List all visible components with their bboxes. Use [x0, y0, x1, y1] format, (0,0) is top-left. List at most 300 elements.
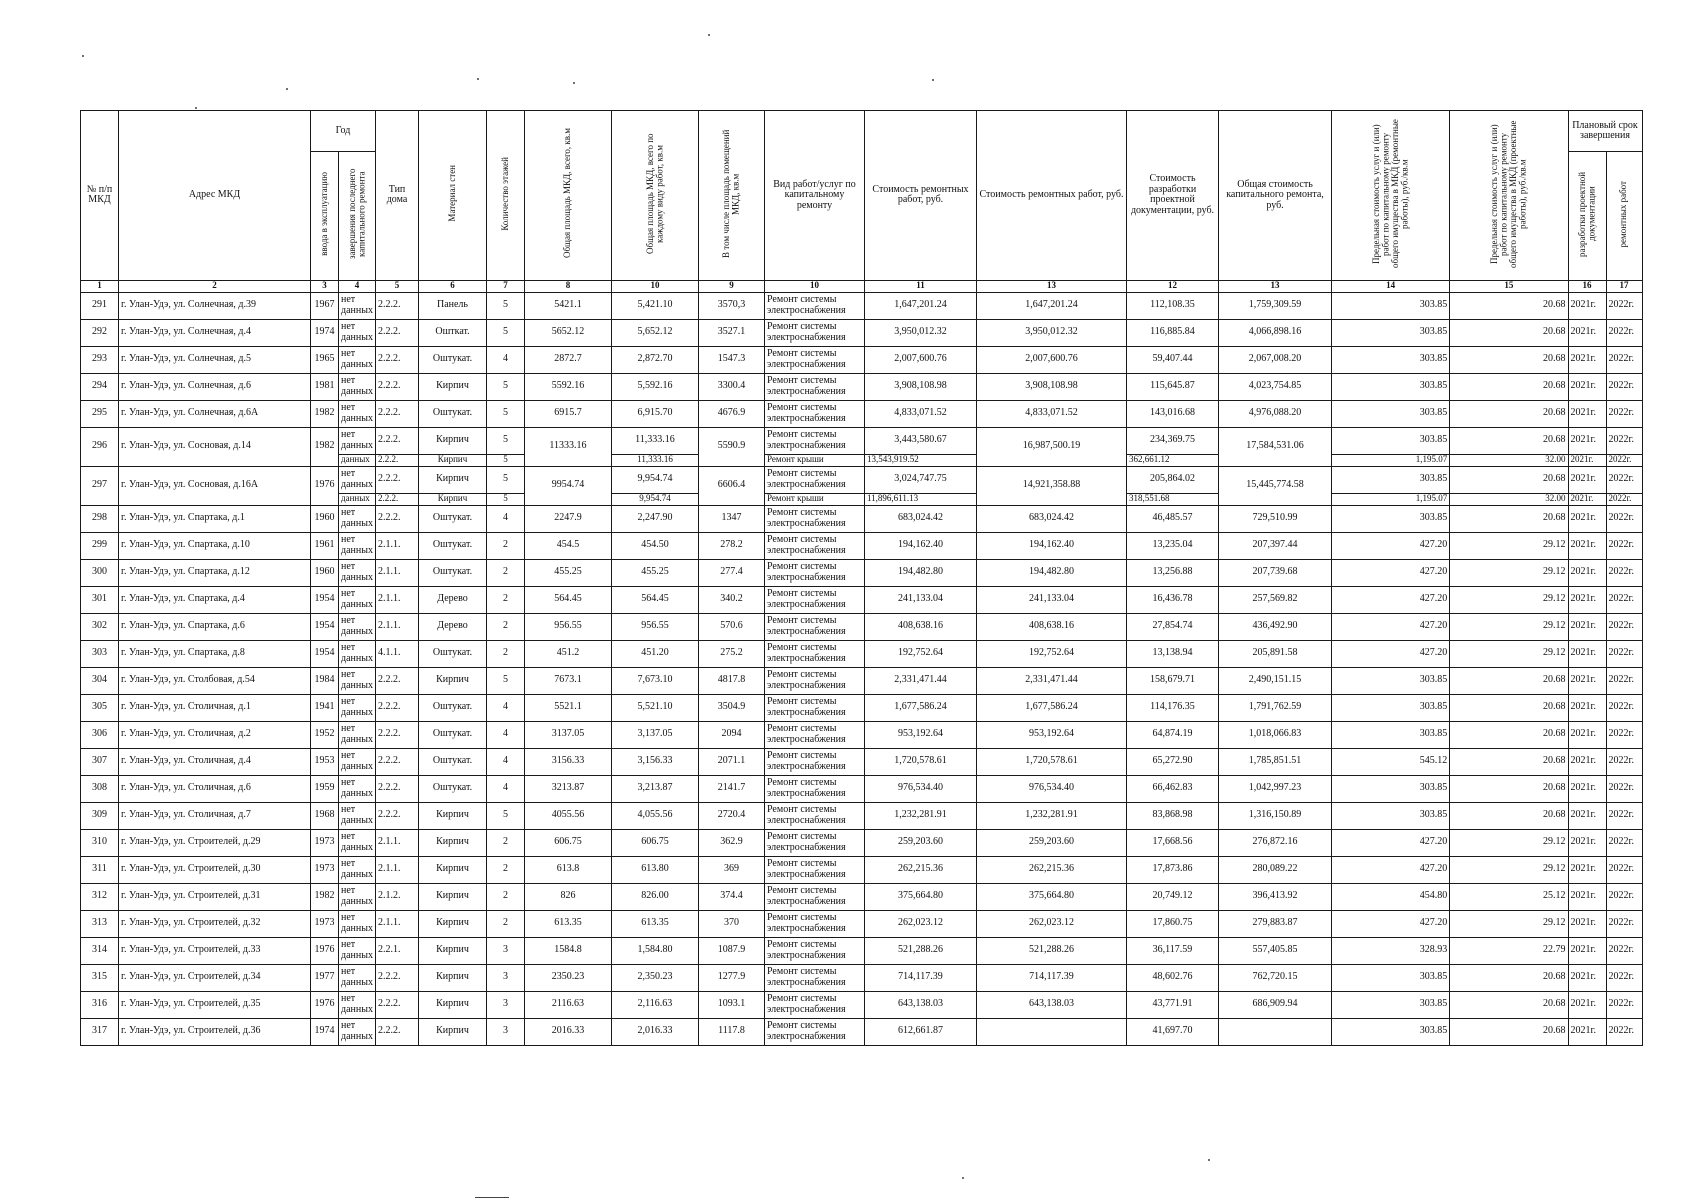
- row-number: 312: [81, 883, 119, 910]
- row-wall-material: Оштукат.: [419, 559, 487, 586]
- row-work-type: Ремонт системы электроснабжения: [765, 721, 865, 748]
- row-year-last-repair: нет данных: [339, 586, 376, 613]
- repair-register-table: [80, 110, 1643, 1046]
- scan-speck: [1208, 1159, 1210, 1161]
- row-limit-cost-design: 20.68: [1450, 964, 1568, 991]
- row-total-area: 613.35: [525, 910, 612, 937]
- row-design-cost: 318,551.68: [1127, 493, 1219, 505]
- row-house-type: 2.2.2.: [376, 991, 419, 1018]
- table-row: [81, 532, 1643, 559]
- row-area-by-work: 11,333.16: [612, 454, 699, 466]
- row-design-cost: 66,462.83: [1127, 775, 1219, 802]
- row-premises-area: 374.4: [699, 883, 765, 910]
- row-number: 304: [81, 667, 119, 694]
- row-deadline-design: 2021г.: [1568, 454, 1606, 466]
- row-year-last-repair: нет данных: [339, 883, 376, 910]
- row-total-area: 5592.16: [525, 373, 612, 400]
- row-address: г. Улан-Удэ, ул. Строителей, д.30: [119, 856, 311, 883]
- row-house-type: 2.2.2.: [376, 400, 419, 427]
- row-total-area: 1584.8: [525, 937, 612, 964]
- row-limit-cost-design: 25.12: [1450, 883, 1568, 910]
- row-area-by-work: 2,247.90: [612, 505, 699, 532]
- row-house-type: 2.1.1.: [376, 559, 419, 586]
- row-work-type: Ремонт системы электроснабжения: [765, 640, 865, 667]
- table-row: [81, 991, 1643, 1018]
- row-repair-cost: 1,677,586.24: [977, 694, 1127, 721]
- row-year-last-repair: данных: [339, 493, 376, 505]
- row-total-cost: 257,569.82: [1219, 586, 1332, 613]
- row-repair-cost-works: 262,215.36: [865, 856, 977, 883]
- row-number: 310: [81, 829, 119, 856]
- row-limit-cost-design: 20.68: [1450, 991, 1568, 1018]
- row-limit-cost-design: 20.68: [1450, 400, 1568, 427]
- column-number: 15: [1450, 280, 1568, 292]
- row-year-commission: 1981: [311, 373, 339, 400]
- row-number: 292: [81, 319, 119, 346]
- row-repair-cost-works: 3,908,108.98: [865, 373, 977, 400]
- row-total-area: 3137.05: [525, 721, 612, 748]
- column-number: 16: [1568, 280, 1606, 292]
- row-work-type: Ремонт системы электроснабжения: [765, 991, 865, 1018]
- row-address: г. Улан-Удэ, ул. Столичная, д.1: [119, 694, 311, 721]
- header-wall-material: Материал стен: [419, 111, 487, 281]
- row-year-last-repair: нет данных: [339, 721, 376, 748]
- row-total-cost: 4,023,754.85: [1219, 373, 1332, 400]
- row-limit-cost-repair: 427.20: [1332, 559, 1450, 586]
- row-total-area: 2016.33: [525, 1018, 612, 1045]
- row-premises-area: 3504.9: [699, 694, 765, 721]
- row-design-cost: 205,864.02: [1127, 466, 1219, 493]
- row-design-cost: 59,407.44: [1127, 346, 1219, 373]
- row-repair-cost: 1,232,281.91: [977, 802, 1127, 829]
- row-repair-cost: 1,647,201.24: [977, 292, 1127, 319]
- row-limit-cost-design: 20.68: [1450, 694, 1568, 721]
- row-limit-cost-design: 20.68: [1450, 802, 1568, 829]
- table-row: [81, 937, 1643, 964]
- row-limit-cost-design: 20.68: [1450, 667, 1568, 694]
- row-area-by-work: 613.80: [612, 856, 699, 883]
- scan-speck: [932, 79, 934, 81]
- row-deadline-design: 2021г.: [1568, 721, 1606, 748]
- row-number: 295: [81, 400, 119, 427]
- row-floors: 5: [487, 319, 525, 346]
- row-year-last-repair: нет данных: [339, 292, 376, 319]
- row-year-last-repair: нет данных: [339, 466, 376, 493]
- row-year-last-repair: нет данных: [339, 694, 376, 721]
- row-year-last-repair: нет данных: [339, 667, 376, 694]
- column-number: 11: [865, 280, 977, 292]
- row-repair-cost: 3,950,012.32: [977, 319, 1127, 346]
- row-repair-cost-works: 11,896,611.13: [865, 493, 977, 505]
- row-wall-material: Кирпич: [419, 829, 487, 856]
- row-total-cost: 1,316,150.89: [1219, 802, 1332, 829]
- scan-mark: [475, 1197, 509, 1198]
- row-number: 314: [81, 937, 119, 964]
- row-year-last-repair: нет данных: [339, 964, 376, 991]
- row-deadline-design: 2021г.: [1568, 559, 1606, 586]
- row-work-type: Ремонт системы электроснабжения: [765, 856, 865, 883]
- row-area-by-work: 3,213.87: [612, 775, 699, 802]
- row-house-type: 2.2.2.: [376, 346, 419, 373]
- row-design-cost: 20,749.12: [1127, 883, 1219, 910]
- row-repair-cost-works: 375,664.80: [865, 883, 977, 910]
- row-repair-cost-works: 262,023.12: [865, 910, 977, 937]
- row-deadline-repair: 2022г.: [1606, 694, 1642, 721]
- row-total-area: 613.8: [525, 856, 612, 883]
- row-design-cost: 83,868.98: [1127, 802, 1219, 829]
- row-address: г. Улан-Удэ, ул. Сосновая, д.14: [119, 427, 311, 466]
- row-number: 298: [81, 505, 119, 532]
- row-deadline-design: 2021г.: [1568, 466, 1606, 493]
- row-wall-material: Кирпич: [419, 802, 487, 829]
- row-repair-cost: 2,331,471.44: [977, 667, 1127, 694]
- row-deadline-repair: 2022г.: [1606, 292, 1642, 319]
- row-limit-cost-design: 32.00: [1450, 493, 1568, 505]
- row-design-cost: 43,771.91: [1127, 991, 1219, 1018]
- row-number: 308: [81, 775, 119, 802]
- row-address: г. Улан-Удэ, ул. Строителей, д.32: [119, 910, 311, 937]
- row-address: г. Улан-Удэ, ул. Солнечная, д.6А: [119, 400, 311, 427]
- row-premises-area: 362.9: [699, 829, 765, 856]
- row-premises-area: 2141.7: [699, 775, 765, 802]
- row-premises-area: 275.2: [699, 640, 765, 667]
- row-deadline-design: 2021г.: [1568, 991, 1606, 1018]
- row-house-type: 2.2.2.: [376, 427, 419, 454]
- row-area-by-work: 9,954.74: [612, 493, 699, 505]
- row-repair-cost: 14,921,358.88: [977, 466, 1127, 505]
- row-address: г. Улан-Удэ, ул. Строителей, д.29: [119, 829, 311, 856]
- row-work-type: Ремонт системы электроснабжения: [765, 1018, 865, 1045]
- row-wall-material: Кирпич: [419, 1018, 487, 1045]
- row-design-cost: 17,860.75: [1127, 910, 1219, 937]
- row-repair-cost: 262,023.12: [977, 910, 1127, 937]
- row-deadline-design: 2021г.: [1568, 667, 1606, 694]
- row-repair-cost-works: 194,482.80: [865, 559, 977, 586]
- header-address: Адрес МКД: [119, 111, 311, 281]
- row-year-last-repair: данных: [339, 454, 376, 466]
- row-limit-cost-design: 20.68: [1450, 775, 1568, 802]
- row-premises-area: 277.4: [699, 559, 765, 586]
- row-deadline-repair: 2022г.: [1606, 991, 1642, 1018]
- row-repair-cost-works: 3,950,012.32: [865, 319, 977, 346]
- row-total-cost: 207,739.68: [1219, 559, 1332, 586]
- row-limit-cost-design: 20.68: [1450, 319, 1568, 346]
- row-house-type: 2.2.2.: [376, 292, 419, 319]
- row-address: г. Улан-Удэ, ул. Солнечная, д.4: [119, 319, 311, 346]
- table-row: [81, 427, 1643, 454]
- scan-speck: [962, 1177, 964, 1179]
- row-floors: 5: [487, 454, 525, 466]
- row-wall-material: Оштукат.: [419, 532, 487, 559]
- header-limit-cost-design: Предельная стоимость услуг и (или) работ по капитальному ремонту общего имущества в МКД (проектные работы), руб./кв.м: [1450, 111, 1568, 281]
- row-design-cost: 158,679.71: [1127, 667, 1219, 694]
- row-limit-cost-design: 20.68: [1450, 721, 1568, 748]
- row-deadline-repair: 2022г.: [1606, 319, 1642, 346]
- row-year-commission: 1960: [311, 505, 339, 532]
- row-total-cost: 436,492.90: [1219, 613, 1332, 640]
- row-total-cost: 1,042,997.23: [1219, 775, 1332, 802]
- row-house-type: 2.2.2.: [376, 964, 419, 991]
- row-work-type: Ремонт системы электроснабжения: [765, 667, 865, 694]
- row-total-area: 455.25: [525, 559, 612, 586]
- scan-speck: [195, 107, 197, 109]
- row-total-area: 4055.56: [525, 802, 612, 829]
- row-repair-cost-works: 408,638.16: [865, 613, 977, 640]
- row-number: 306: [81, 721, 119, 748]
- row-number: 299: [81, 532, 119, 559]
- row-house-type: 2.2.2.: [376, 493, 419, 505]
- row-year-commission: 1974: [311, 1018, 339, 1045]
- row-floors: 5: [487, 427, 525, 454]
- table-row: [81, 466, 1643, 493]
- row-wall-material: Ошткат.: [419, 319, 487, 346]
- row-deadline-repair: 2022г.: [1606, 856, 1642, 883]
- row-deadline-repair: 2022г.: [1606, 667, 1642, 694]
- row-deadline-repair: 2022г.: [1606, 721, 1642, 748]
- row-repair-cost: 521,288.26: [977, 937, 1127, 964]
- row-year-commission: 1965: [311, 346, 339, 373]
- row-limit-cost-repair: 303.85: [1332, 319, 1450, 346]
- row-repair-cost: 683,024.42: [977, 505, 1127, 532]
- row-wall-material: Оштукат.: [419, 721, 487, 748]
- row-floors: 3: [487, 964, 525, 991]
- column-number: 3: [311, 280, 339, 292]
- row-address: г. Улан-Удэ, ул. Спартака, д.8: [119, 640, 311, 667]
- row-deadline-design: 2021г.: [1568, 937, 1606, 964]
- row-year-last-repair: нет данных: [339, 373, 376, 400]
- row-limit-cost-design: 29.12: [1450, 910, 1568, 937]
- row-deadline-design: 2021г.: [1568, 640, 1606, 667]
- column-number: 17: [1606, 280, 1642, 292]
- row-limit-cost-design: 29.12: [1450, 856, 1568, 883]
- row-floors: 2: [487, 559, 525, 586]
- row-floors: 2: [487, 856, 525, 883]
- row-limit-cost-repair: 303.85: [1332, 721, 1450, 748]
- row-limit-cost-repair: 303.85: [1332, 775, 1450, 802]
- table-row: [81, 721, 1643, 748]
- row-address: г. Улан-Удэ, ул. Столичная, д.2: [119, 721, 311, 748]
- header-year-commission: ввода в эксплуатацию: [311, 152, 339, 281]
- row-limit-cost-repair: 303.85: [1332, 991, 1450, 1018]
- row-wall-material: Кирпич: [419, 964, 487, 991]
- row-wall-material: Оштукат.: [419, 640, 487, 667]
- row-deadline-design: 2021г.: [1568, 802, 1606, 829]
- row-area-by-work: 3,137.05: [612, 721, 699, 748]
- row-limit-cost-design: 20.68: [1450, 748, 1568, 775]
- row-total-cost: 17,584,531.06: [1219, 427, 1332, 466]
- row-limit-cost-repair: 427.20: [1332, 532, 1450, 559]
- row-repair-cost: 953,192.64: [977, 721, 1127, 748]
- row-area-by-work: 9,954.74: [612, 466, 699, 493]
- row-work-type: Ремонт системы электроснабжения: [765, 802, 865, 829]
- row-premises-area: 370: [699, 910, 765, 937]
- row-limit-cost-repair: 303.85: [1332, 292, 1450, 319]
- row-deadline-repair: 2022г.: [1606, 586, 1642, 613]
- row-deadline-design: 2021г.: [1568, 292, 1606, 319]
- row-premises-area: 369: [699, 856, 765, 883]
- row-number: 296: [81, 427, 119, 466]
- row-address: г. Улан-Удэ, ул. Строителей, д.31: [119, 883, 311, 910]
- row-work-type: Ремонт системы электроснабжения: [765, 400, 865, 427]
- row-design-cost: 13,235.04: [1127, 532, 1219, 559]
- row-address: г. Улан-Удэ, ул. Спартака, д.12: [119, 559, 311, 586]
- row-repair-cost-works: 1,232,281.91: [865, 802, 977, 829]
- row-floors: 2: [487, 640, 525, 667]
- header-work-type: Вид работ/услуг по капитальному ремонту: [765, 111, 865, 281]
- row-design-cost: 64,874.19: [1127, 721, 1219, 748]
- row-house-type: 2.1.1.: [376, 586, 419, 613]
- table-row: [81, 667, 1643, 694]
- row-year-last-repair: нет данных: [339, 400, 376, 427]
- row-area-by-work: 5,421.10: [612, 292, 699, 319]
- row-year-commission: 1952: [311, 721, 339, 748]
- row-house-type: 2.2.2.: [376, 802, 419, 829]
- header-floors: Количество этажей: [487, 111, 525, 281]
- row-year-commission: 1977: [311, 964, 339, 991]
- row-total-area: 454.5: [525, 532, 612, 559]
- row-number: 303: [81, 640, 119, 667]
- row-floors: 5: [487, 373, 525, 400]
- row-deadline-design: 2021г.: [1568, 493, 1606, 505]
- row-limit-cost-design: 29.12: [1450, 640, 1568, 667]
- row-year-commission: 1982: [311, 427, 339, 466]
- row-address: г. Улан-Удэ, ул. Спартака, д.10: [119, 532, 311, 559]
- row-area-by-work: 2,350.23: [612, 964, 699, 991]
- row-design-cost: 46,485.57: [1127, 505, 1219, 532]
- row-premises-area: 278.2: [699, 532, 765, 559]
- row-limit-cost-design: 22.79: [1450, 937, 1568, 964]
- row-area-by-work: 5,652.12: [612, 319, 699, 346]
- row-repair-cost-works: 2,331,471.44: [865, 667, 977, 694]
- row-wall-material: Кирпич: [419, 466, 487, 493]
- row-limit-cost-repair: 1,195.07: [1332, 454, 1450, 466]
- row-premises-area: 2094: [699, 721, 765, 748]
- row-deadline-design: 2021г.: [1568, 748, 1606, 775]
- row-deadline-repair: 2022г.: [1606, 346, 1642, 373]
- row-area-by-work: 613.35: [612, 910, 699, 937]
- row-repair-cost: 375,664.80: [977, 883, 1127, 910]
- row-wall-material: Дерево: [419, 613, 487, 640]
- row-area-by-work: 564.45: [612, 586, 699, 613]
- row-total-area: 826: [525, 883, 612, 910]
- row-address: г. Улан-Удэ, ул. Солнечная, д.39: [119, 292, 311, 319]
- row-year-commission: 1973: [311, 910, 339, 937]
- row-year-commission: 1941: [311, 694, 339, 721]
- row-number: 302: [81, 613, 119, 640]
- repair-register-sheet: [80, 110, 1643, 1046]
- row-year-commission: 1976: [311, 991, 339, 1018]
- table-row: [81, 1018, 1643, 1045]
- table-row: [81, 505, 1643, 532]
- table-row: [81, 586, 1643, 613]
- row-total-cost: 729,510.99: [1219, 505, 1332, 532]
- row-area-by-work: 3,156.33: [612, 748, 699, 775]
- row-premises-area: 3527.1: [699, 319, 765, 346]
- row-total-cost: 279,883.87: [1219, 910, 1332, 937]
- row-repair-cost: 1,720,578.61: [977, 748, 1127, 775]
- row-area-by-work: 4,055.56: [612, 802, 699, 829]
- row-year-last-repair: нет данных: [339, 559, 376, 586]
- row-repair-cost-works: 976,534.40: [865, 775, 977, 802]
- row-limit-cost-repair: 303.85: [1332, 346, 1450, 373]
- row-design-cost: 16,436.78: [1127, 586, 1219, 613]
- row-wall-material: Оштукат.: [419, 400, 487, 427]
- row-premises-area: 6606.4: [699, 466, 765, 505]
- row-limit-cost-design: 20.68: [1450, 292, 1568, 319]
- row-area-by-work: 454.50: [612, 532, 699, 559]
- row-repair-cost-works: 3,443,580.67: [865, 427, 977, 454]
- row-design-cost: 13,256.88: [1127, 559, 1219, 586]
- row-limit-cost-design: 20.68: [1450, 346, 1568, 373]
- row-design-cost: 17,873.86: [1127, 856, 1219, 883]
- row-work-type: Ремонт системы электроснабжения: [765, 373, 865, 400]
- row-area-by-work: 1,584.80: [612, 937, 699, 964]
- row-repair-cost-works: 521,288.26: [865, 937, 977, 964]
- row-total-cost: 280,089.22: [1219, 856, 1332, 883]
- row-repair-cost: 192,752.64: [977, 640, 1127, 667]
- row-repair-cost: 194,162.40: [977, 532, 1127, 559]
- row-house-type: 2.2.2.: [376, 694, 419, 721]
- row-deadline-repair: 2022г.: [1606, 910, 1642, 937]
- register-body: [81, 292, 1643, 1045]
- header-premises-area: В том числе площадь помещений МКД, кв.м: [699, 111, 765, 281]
- row-premises-area: 340.2: [699, 586, 765, 613]
- table-row: [81, 883, 1643, 910]
- row-total-cost: 205,891.58: [1219, 640, 1332, 667]
- row-total-cost: 686,909.94: [1219, 991, 1332, 1018]
- scan-speck: [82, 55, 84, 57]
- row-house-type: 2.2.2.: [376, 373, 419, 400]
- row-design-cost: 41,697.70: [1127, 1018, 1219, 1045]
- row-total-area: 3156.33: [525, 748, 612, 775]
- row-address: г. Улан-Удэ, ул. Строителей, д.34: [119, 964, 311, 991]
- row-design-cost: 115,645.87: [1127, 373, 1219, 400]
- row-house-type: 2.2.2.: [376, 1018, 419, 1045]
- row-wall-material: Панель: [419, 292, 487, 319]
- header-total-cost: Общая стоимость капитального ремонта, руб.: [1219, 111, 1332, 281]
- row-floors: 5: [487, 292, 525, 319]
- row-repair-cost: 976,534.40: [977, 775, 1127, 802]
- row-limit-cost-repair: 303.85: [1332, 802, 1450, 829]
- row-deadline-repair: 2022г.: [1606, 427, 1642, 454]
- row-year-commission: 1974: [311, 319, 339, 346]
- header-area-by-work: Общая площадь МКД, всего по каждому виду работ, кв.м: [612, 111, 699, 281]
- row-limit-cost-design: 29.12: [1450, 829, 1568, 856]
- row-work-type: Ремонт системы электроснабжения: [765, 559, 865, 586]
- header-design-cost: Стоимость разработки проектной документации, руб.: [1127, 111, 1219, 281]
- row-deadline-repair: 2022г.: [1606, 937, 1642, 964]
- row-total-area: 5421.1: [525, 292, 612, 319]
- row-repair-cost: 643,138.03: [977, 991, 1127, 1018]
- row-house-type: 2.2.2.: [376, 505, 419, 532]
- row-area-by-work: 2,872.70: [612, 346, 699, 373]
- row-repair-cost-works: 192,752.64: [865, 640, 977, 667]
- row-limit-cost-repair: 303.85: [1332, 964, 1450, 991]
- row-year-commission: 1982: [311, 883, 339, 910]
- row-deadline-design: 2021г.: [1568, 964, 1606, 991]
- row-repair-cost-works: 241,133.04: [865, 586, 977, 613]
- row-deadline-repair: 2022г.: [1606, 373, 1642, 400]
- row-year-last-repair: нет данных: [339, 532, 376, 559]
- row-wall-material: Оштукат.: [419, 505, 487, 532]
- row-deadline-design: 2021г.: [1568, 400, 1606, 427]
- row-deadline-repair: 2022г.: [1606, 505, 1642, 532]
- row-number: 300: [81, 559, 119, 586]
- header-house-type: Тип дома: [376, 111, 419, 281]
- row-repair-cost-works: 2,007,600.76: [865, 346, 977, 373]
- row-deadline-design: 2021г.: [1568, 829, 1606, 856]
- row-total-cost: 557,405.85: [1219, 937, 1332, 964]
